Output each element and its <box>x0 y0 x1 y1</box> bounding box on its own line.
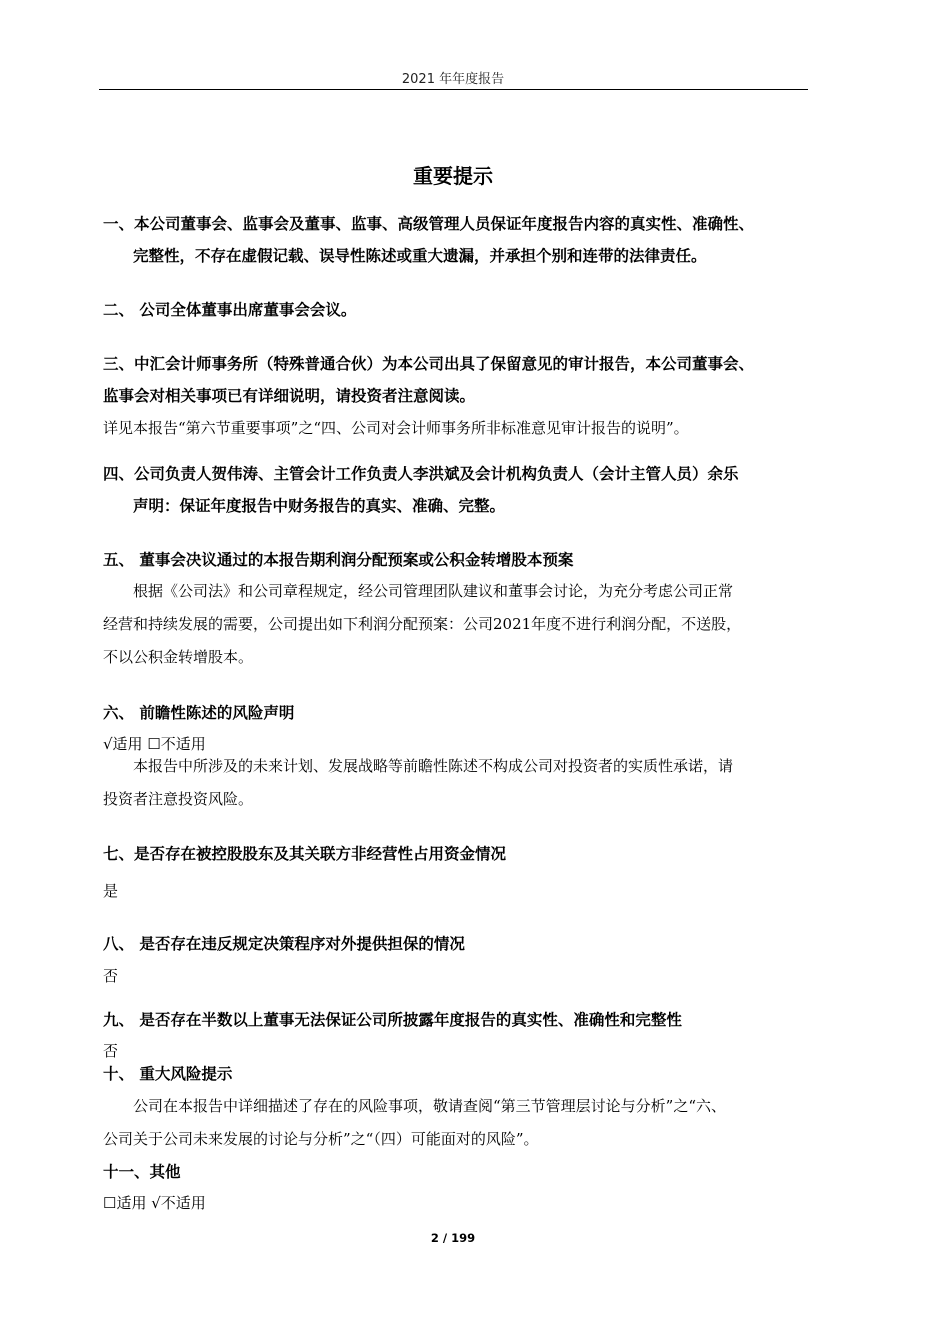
section-8-answer: 否 <box>103 967 119 985</box>
section-6-heading: 六、 前瞻性陈述的风险声明 <box>103 704 295 722</box>
section-7-answer: 是 <box>103 882 119 900</box>
section-6-body-2: 投资者注意投资风险。 <box>103 790 254 808</box>
header-divider <box>99 89 808 90</box>
section-5-body-1: 根据《公司法》和公司章程规定，经公司管理团队建议和董事会讨论，为充分考虑公司正常 <box>133 582 734 600</box>
section-10-body-2: 公司关于公司未来发展的讨论与分析”之“（四）可能面对的风险”。 <box>103 1130 539 1148</box>
section-5-body-3: 不以公积金转增股本。 <box>103 648 254 666</box>
document-title: 重要提示 <box>413 164 493 188</box>
section-4-line-2: 声明：保证年度报告中财务报告的真实、准确、完整。 <box>133 497 506 515</box>
section-9-heading: 九、 是否存在半数以上董事无法保证公司所披露年度报告的真实性、准确性和完整性 <box>103 1011 682 1029</box>
section-5-body-2: 经营和持续发展的需要，公司提出如下利润分配预案：公司2021年度不进行利润分配，不送股， <box>103 615 742 633</box>
section-5-heading: 五、 董事会决议通过的本报告期利润分配预案或公积金转增股本预案 <box>103 551 574 569</box>
section-7-heading: 七、是否存在被控股股东及其关联方非经营性占用资金情况 <box>103 845 507 863</box>
section-10-heading: 十、 重大风险提示 <box>103 1065 233 1083</box>
page-number: 2 / 199 <box>430 1231 476 1245</box>
section-9-answer: 否 <box>103 1042 119 1060</box>
section-1-line-2: 完整性，不存在虚假记载、误导性陈述或重大遗漏，并承担个别和连带的法律责任。 <box>133 247 707 265</box>
section-4-line-1: 四、公司负责人贺伟涛、主管会计工作负责人李洪斌及会计机构负责人（会计主管人员）余乐 <box>103 465 739 483</box>
page-header-title: 2021 年年度报告 <box>401 72 505 87</box>
section-1-line-1: 一、本公司董事会、监事会及董事、监事、高级管理人员保证年度报告内容的真实性、准确性、 <box>103 215 755 233</box>
section-8-heading: 八、 是否存在违反规定决策程序对外提供担保的情况 <box>103 935 465 953</box>
section-3-line-2: 监事会对相关事项已有详细说明，请投资者注意阅读。 <box>103 387 476 405</box>
section-6-options: √适用 ☐不适用 <box>103 735 206 753</box>
section-2-line-1: 二、 公司全体董事出席董事会会议。 <box>103 301 357 319</box>
section-3-line-1: 三、中汇会计师事务所（特殊普通合伙）为本公司出具了保留意见的审计报告，本公司董事会、 <box>103 355 755 373</box>
section-10-body-1: 公司在本报告中详细描述了存在的风险事项，敬请查阅“第三节管理层讨论与分析”之“六、 <box>133 1097 727 1115</box>
section-11-heading: 十一、其他 <box>103 1163 181 1181</box>
section-3-note: 详见本报告“第六节重要事项”之“四、公司对会计师事务所非标准意见审计报告的说明”。 <box>103 419 689 437</box>
section-6-body-1: 本报告中所涉及的未来计划、发展战略等前瞻性陈述不构成公司对投资者的实质性承诺，请 <box>133 757 734 775</box>
section-11-options: ☐适用 √不适用 <box>103 1194 206 1212</box>
